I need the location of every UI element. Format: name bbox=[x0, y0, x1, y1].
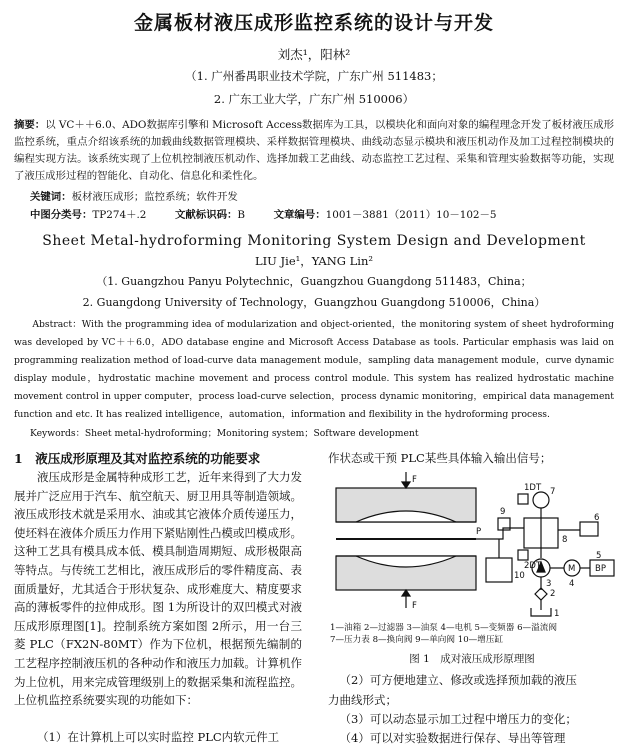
solenoid-2dt bbox=[518, 550, 528, 560]
keywords-cn-label: 关键词： bbox=[30, 191, 72, 203]
right-item-2a: （2）可方便地建立、修改或选择预加载的液压 bbox=[339, 673, 577, 687]
label-6: 6 bbox=[594, 513, 600, 523]
booster-cylinder bbox=[486, 558, 512, 582]
authors-en: LIU Jie¹，YANG Lin² bbox=[255, 254, 373, 268]
doc-code-value: B bbox=[237, 209, 246, 221]
classification-line bbox=[30, 206, 497, 221]
keywords-cn bbox=[30, 188, 238, 203]
affiliation-cn-1: （1. 广州番禺职业技术学院，广东广州 511483； bbox=[185, 69, 443, 83]
article-no-label: 文章编号： bbox=[273, 209, 326, 221]
relief-valve bbox=[580, 522, 598, 536]
right-item-3: （3）可以动态显示加工过程中增压力的变化； bbox=[339, 712, 577, 726]
label-7: 7 bbox=[550, 487, 556, 497]
keywords-en bbox=[30, 425, 419, 439]
label-f-top: F bbox=[412, 475, 417, 485]
label-f-bottom: F bbox=[412, 601, 417, 611]
label-1: 1 bbox=[554, 609, 560, 619]
label-motor: M bbox=[568, 564, 576, 574]
figure-legend-2: 7—压力表 8—换向阀 9—单向阀 10—增压缸 bbox=[330, 635, 504, 645]
paper-title-en: Sheet Metal-hydroforming Monitoring System Design and Development bbox=[42, 233, 586, 249]
left-column-item-1: （1）在计算机上可以实时监控 PLC内软元件工 bbox=[37, 730, 280, 744]
label-5: 5 bbox=[596, 551, 602, 561]
label-8: 8 bbox=[562, 535, 568, 545]
abstract-en-label: Abstract： bbox=[32, 319, 82, 330]
affiliation-en-1: （1. Guangzhou Panyu Polytechnic，Guangzhou Guangdong 511483，China； bbox=[96, 275, 532, 288]
force-arrowhead-top bbox=[402, 482, 410, 488]
abstract-en-text: With the programming idea of modularization and object-oriented，the monitoring system of sheet hydroforming was developed by VC＋＋6.0，ADO database engine and Microsoft Access Database as tools. Particular emphasis was laid on programming realization method of load-curve data management module，sampling data management module，curve dynamic display module，hydrostatic machine movement and process control module. This system has realized hydrostatic machine movement control in upper computer，process load-curve selection，process dynamic monitoring，empirical data management function and etc. It has realized intelligence，automation，information and flexibility in the hydroforming process. bbox=[14, 319, 614, 420]
right-item-4: （4）可以对实验数据进行保存、导出等管理 bbox=[339, 731, 566, 745]
label-bp: BP bbox=[595, 564, 606, 574]
clc-value: TP274＋.2 bbox=[92, 209, 147, 221]
figure-1-caption: 图 1 成对液压成形原理图 bbox=[409, 653, 535, 665]
label-2dt: 2DT bbox=[524, 561, 542, 571]
label-p: P bbox=[476, 527, 482, 537]
left-column-body: 液压成形是金属特种成形工艺，近年来得到了大力发展并广泛应用于汽车、航空航天、厨卫用具等制造领域。液压成形技术就是采用水、油或其它液体介质传递压力，使坯料在液体介质压力作用下紧贴刚性凸模或凹模成形。这种工艺具有模具成本低、模具制造周期短、成形极限高等特点。与传统工艺相比，液压成形后的零件精度高、表面质量好，尤其适合于形状复杂、成形难度大、精度要求高的薄板零件的拉伸成形。图 1为所设计的双凹模式对液压成形原理图[1]。控制系统方案如图 2所示，用一台三菱 PLC（FX2N-80MT）作为下位机，根据预先编制的工艺程序控制液压机的各种动作和液压力加载。计算机作为上位机，用来完成管理级别上的数据采集和流程监控。上位机监控系统要实现的功能如下： bbox=[14, 470, 302, 708]
affiliation-cn-2: 2. 广东工业大学，广东广州 510006） bbox=[213, 92, 415, 106]
clc-label: 中图分类号： bbox=[30, 209, 93, 221]
solenoid-1dt bbox=[518, 494, 528, 504]
label-3: 3 bbox=[546, 579, 552, 589]
article-no-value: 1001－3881（2011）10－102－5 bbox=[325, 209, 497, 221]
force-arrowhead-bottom bbox=[402, 590, 410, 596]
keywords-cn-text: 板材液压成形；监控系统；软件开发 bbox=[71, 191, 238, 203]
keywords-en-label: Keywords： bbox=[30, 428, 85, 439]
paper-title-cn: 金属板材液压成形监控系统的设计与开发 bbox=[133, 12, 494, 34]
abstract-cn-label: 摘要： bbox=[14, 119, 46, 131]
abstract-cn bbox=[14, 117, 614, 185]
label-2: 2 bbox=[550, 589, 556, 599]
section-1-heading: 1 液压成形原理及其对监控系统的功能要求 bbox=[14, 451, 261, 466]
right-column-top: 作状态或干预 PLC某些具体输入输出信号； bbox=[328, 451, 552, 465]
abstract-cn-text: 以 VC＋＋6.0、ADO数据库引擎和 Microsoft Access数据库为工具，以模块化和面向对象的编程理念开发了板材液压成形监控系统，重点介绍该系统的加载曲线数据管理模块、采样数据管理模块、曲线动态显示模块和液压机动作及加工过程控制模块的编程实现方法。该系统实现了上位机控制液压机动作、选择加载工艺曲线、动态监控工艺过程、采集和管理实验数据等功能，实现了液压成形过程的智能化、自动化、信息化和柔性化。 bbox=[14, 119, 615, 182]
doc-code-label: 文献标识码： bbox=[175, 209, 238, 221]
figure-1-diagram bbox=[328, 470, 620, 620]
pressure-gauge bbox=[533, 492, 549, 508]
abstract-en bbox=[14, 316, 614, 424]
keywords-en-text: Sheet metal-hydroforming；Monitoring system；Software development bbox=[84, 428, 419, 439]
affiliation-en-2: 2. Guangdong University of Technology，Guangzhou Guangdong 510006，China） bbox=[82, 296, 546, 309]
label-1dt: 1DT bbox=[524, 483, 542, 493]
right-item-2b: 力曲线形式； bbox=[328, 693, 397, 707]
authors-cn: 刘杰¹，阳林² bbox=[277, 47, 351, 62]
figure-legend-1: 1—油箱 2—过滤器 3—油泵 4—电机 5—变频器 6—溢流阀 bbox=[330, 623, 557, 633]
label-9: 9 bbox=[500, 507, 506, 517]
label-10: 10 bbox=[514, 571, 525, 581]
label-4: 4 bbox=[569, 579, 575, 589]
